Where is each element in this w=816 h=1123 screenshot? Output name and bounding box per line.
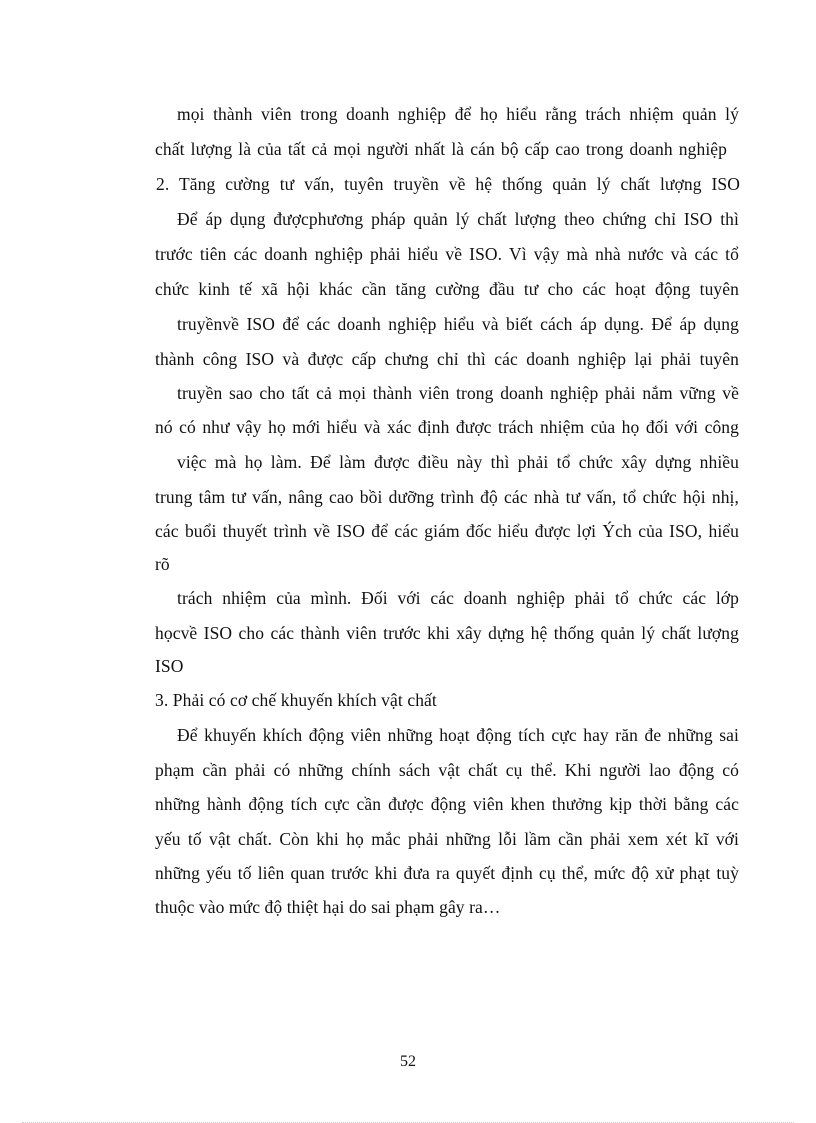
- text-line: những hành động tích cực cần được động viên khen thưởng kịp thời bằng các: [155, 794, 739, 814]
- text-line: phạm cần phải có những chính sách vật chất cụ thể. Khi người lao động có: [155, 760, 739, 780]
- text-line: thuộc vào mức độ thiệt hại do sai phạm gây ra…: [155, 897, 501, 917]
- text-line: trách nhiệm của mình. Đối với các doanh nghiệp phải tổ chức các lớp: [177, 588, 739, 608]
- text-line: yếu tố vật chất. Còn khi họ mắc phải những lỗi lầm cần phải xem xét kĩ với: [155, 829, 739, 849]
- page-number: 52: [400, 1053, 416, 1070]
- text-line: Để áp dụng đượcphương pháp quản lý chất lượng theo chứng chỉ ISO thì: [177, 209, 739, 229]
- text-line: truyềnvề ISO để các doanh nghiệp hiểu và biết cách áp dụng. Để áp dụng: [177, 314, 739, 334]
- text-line: các buổi thuyết trình về ISO để các giám đốc hiểu được lợi Ých của ISO, hiểu: [155, 521, 739, 541]
- text-line: rõ: [155, 554, 170, 574]
- text-line: họcvề ISO cho các thành viên trước khi xây dựng hệ thống quản lý chất lượng: [155, 623, 739, 643]
- text-line: truyền sao cho tất cả mọi thành viên trong doanh nghiệp phải nắm vững về: [177, 383, 739, 403]
- section-heading: 3. Phải có cơ chế khuyến khích vật chất: [155, 690, 437, 710]
- text-line: chất lượng là của tất cả mọi người nhất là cán bộ cấp cao trong doanh nghiệp: [155, 139, 727, 159]
- section-heading: 2. Tăng cường tư vấn, tuyên truyền về hệ thống quản lý chất lượng ISO: [156, 174, 740, 194]
- text-line: ISO: [155, 656, 184, 676]
- text-line: trước tiên các doanh nghiệp phải hiểu về ISO. Vì vậy mà nhà nước và các tổ: [155, 244, 739, 264]
- text-line: chức kinh tế xã hội khác cần tăng cường đầu tư cho các hoạt động tuyên: [155, 279, 739, 299]
- text-line: trung tâm tư vấn, nâng cao bồi dưỡng trình độ các nhà tư vấn, tổ chức hội nhị,: [155, 487, 739, 507]
- text-line: mọi thành viên trong doanh nghiệp để họ hiểu rằng trách nhiệm quản lý: [177, 104, 739, 124]
- text-line: thành công ISO và được cấp chưng chỉ thì các doanh nghiệp lại phải tuyên: [155, 349, 739, 369]
- text-line: những yếu tố liên quan trước khi đưa ra quyết định cụ thể, mức độ xử phạt tuỳ: [155, 863, 739, 883]
- text-line: nó có như vậy họ mới hiểu và xác định được trách nhiệm của họ đối với công: [155, 417, 739, 437]
- text-line: Để khuyến khích động viên những hoạt động tích cực hay răn đe những sai: [177, 725, 739, 745]
- text-line: việc mà họ làm. Để làm được điều này thì phải tổ chức xây dựng nhiều: [177, 452, 739, 472]
